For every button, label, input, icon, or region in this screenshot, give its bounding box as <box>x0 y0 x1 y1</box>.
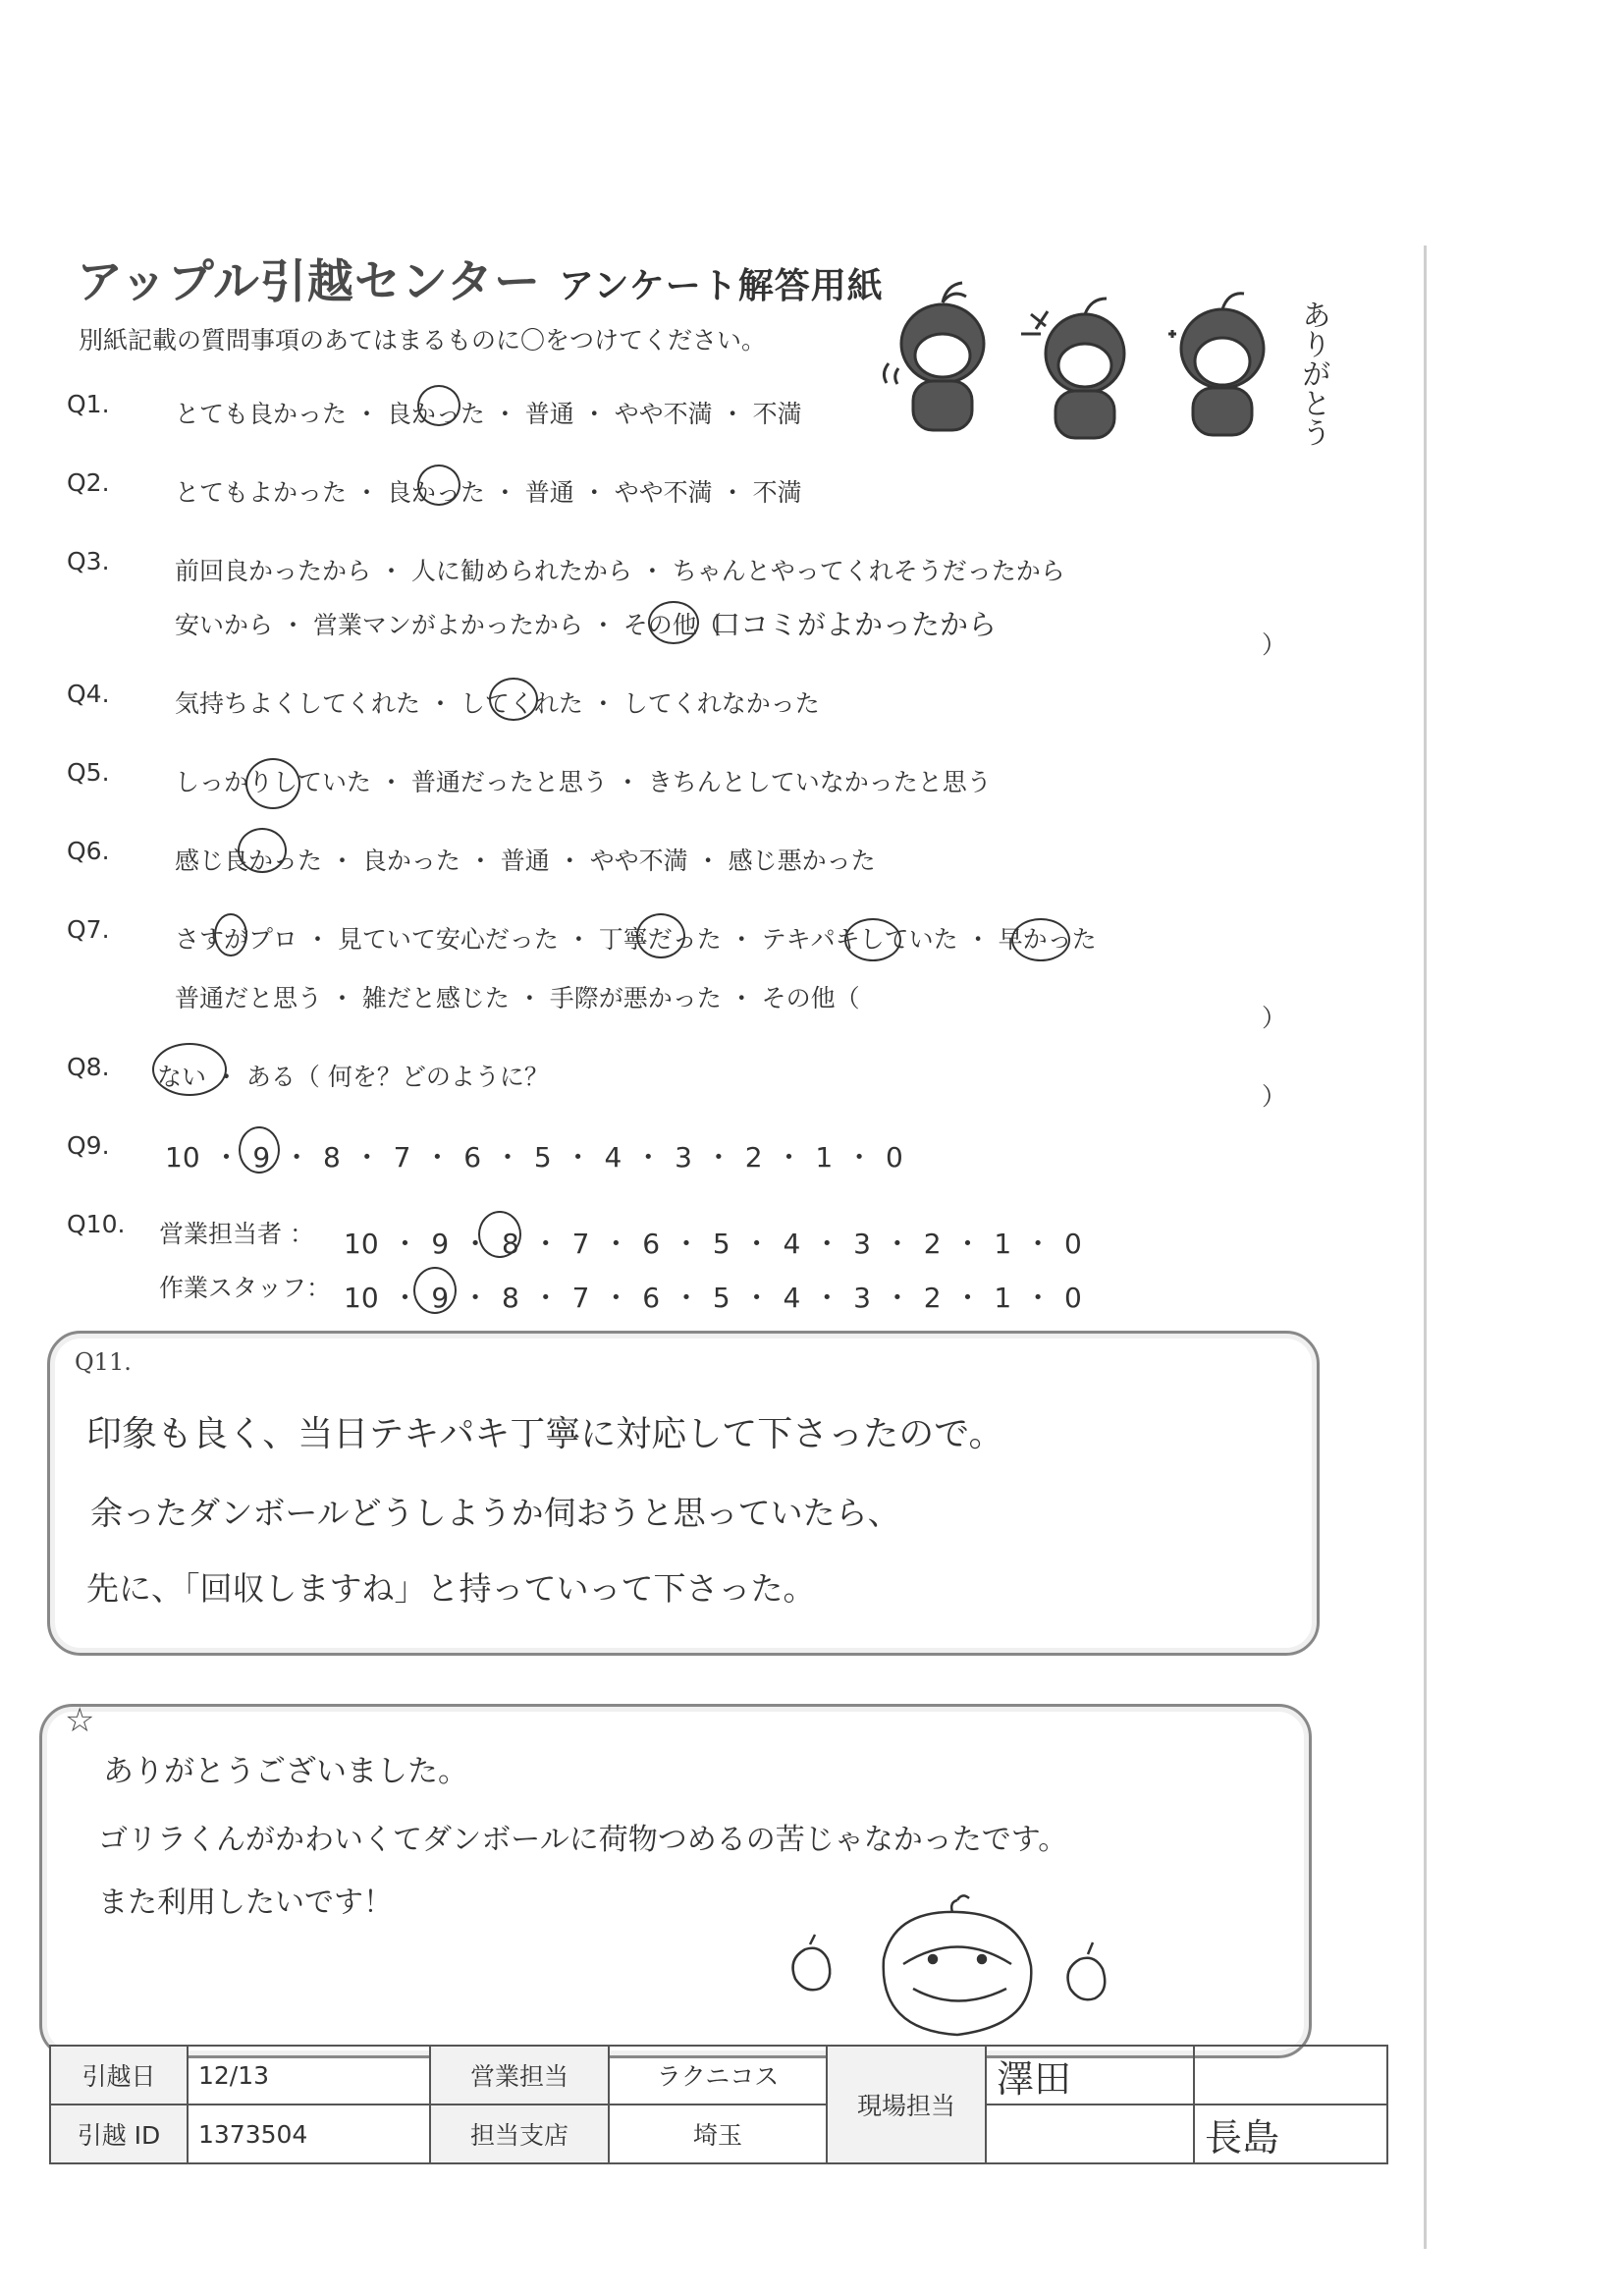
instruction-text: 別紙記載の質問事項のあてはまるものに〇をつけてください。 <box>79 326 767 355</box>
q10-staff-scale[interactable]: 10 ・ 9 ・ 8 ・ 7 ・ 6 ・ 5 ・ 4 ・ 3 ・ 2 ・ 1 ・ 0 <box>344 1282 1082 1314</box>
q6-label: Q6. <box>67 837 110 865</box>
q3-label: Q3. <box>67 547 110 575</box>
star-comment-line-1: ありがとうございました。 <box>103 1754 468 1789</box>
q3-answer-circle <box>648 601 699 644</box>
q8-label: Q8. <box>67 1053 110 1081</box>
q3-other-answer: 口コミがよかったから <box>712 608 998 641</box>
site-staff-blank-2 <box>986 2105 1194 2163</box>
move-id-label: 引越 ID <box>50 2105 188 2163</box>
q11-comment-line-2: 余ったダンボールどうしようか伺おうと思っていたら、 <box>90 1494 900 1532</box>
q3-options-line1[interactable]: 前回良かったから ・ 人に勧められたから ・ ちゃんとやってくれそうだったから <box>175 557 1065 585</box>
q10-sales-scale[interactable]: 10 ・ 9 ・ 8 ・ 7 ・ 6 ・ 5 ・ 4 ・ 3 ・ 2 ・ 1 ・ 0 <box>344 1228 1082 1260</box>
move-date-value: 12/13 <box>188 2046 430 2105</box>
q5-options[interactable]: しっかりしていた ・ 普通だったと思う ・ きちんとしていなかったと思う <box>175 768 992 796</box>
gorilla-doodle-drawing <box>766 1890 1139 2048</box>
q9-answer-circle <box>239 1126 280 1174</box>
q2-label: Q2. <box>67 468 110 497</box>
q10-staff-answer-circle <box>413 1267 457 1314</box>
move-info-table <box>49 2045 1388 2164</box>
q8-close-paren: ） <box>1262 1082 1287 1111</box>
q9-label: Q9. <box>67 1131 110 1160</box>
q11-label: Q11. <box>75 1348 132 1376</box>
company-name: アップル引越センター <box>77 255 541 309</box>
q2-options[interactable]: とてもよかった ・ 良かった ・ 普通 ・ やや不満 ・ 不満 <box>175 478 802 507</box>
q7-answer-circle-4 <box>1011 918 1070 961</box>
sales-rep-value: ラクニコス <box>609 2046 827 2105</box>
q4-options[interactable]: 気持ちよくしてくれた ・ してくれた ・ してくれなかった <box>175 689 820 718</box>
q3-options-line2[interactable]: 安いから ・ 営業マンがよかったから ・ その他（ <box>175 611 722 639</box>
site-staff-value-2: 長島 <box>1194 2105 1387 2163</box>
sales-rep-label: 営業担当 <box>430 2046 609 2105</box>
q8-answer-circle <box>152 1043 227 1096</box>
q6-answer-circle <box>238 828 287 873</box>
form-name: アンケート解答用紙 <box>558 266 884 306</box>
q7-answer-circle-2 <box>636 913 685 958</box>
q8-options[interactable]: ない ・ ある（ 何を？どのように？ <box>157 1063 549 1091</box>
site-staff-label: 現場担当 <box>827 2046 986 2163</box>
q6-options[interactable]: 感じ良かった ・ 良かった ・ 普通 ・ やや不満 ・ 感じ悪かった <box>175 847 876 875</box>
q1-answer-circle <box>417 385 460 426</box>
move-id-value: 1373504 <box>188 2105 430 2163</box>
star-comment-line-2: ゴリラくんがかわいくてダンボールに荷物つめるの苦じゃなかったです。 <box>98 1823 1068 1857</box>
star-label: ☆ <box>65 1701 95 1740</box>
gorilla-mascot-illustration <box>874 275 1335 452</box>
q3-close-paren: ） <box>1262 630 1287 659</box>
q1-options[interactable]: とても良かった ・ 良かった ・ 普通 ・ やや不満 ・ 不満 <box>175 400 802 428</box>
branch-value: 埼玉 <box>609 2105 827 2163</box>
page-edge <box>1424 246 1436 2249</box>
q1-label: Q1. <box>67 390 110 418</box>
q7-options-line1[interactable]: さすがプロ ・ 見ていて安心だった ・ 丁寧だった ・ テキパキしていた ・ 早かった <box>175 925 1097 954</box>
site-staff-value-1: 澤田 <box>986 2046 1194 2105</box>
branch-label: 担当支店 <box>430 2105 609 2163</box>
star-comment-line-3: また利用したいです！ <box>98 1886 393 1920</box>
q4-label: Q4. <box>67 680 110 708</box>
q5-answer-circle <box>245 758 300 809</box>
q10-label: Q10. <box>67 1210 126 1238</box>
q10-sales-answer-circle <box>478 1211 521 1258</box>
q10-sales-label: 営業担当者 ： <box>159 1220 314 1248</box>
q7-label: Q7. <box>67 915 110 944</box>
q7-answer-circle-3 <box>844 918 901 961</box>
q2-answer-circle <box>417 465 460 506</box>
q11-comment-line-3: 先に、「回収しますね」と持っていって下さった。 <box>86 1569 816 1608</box>
q4-answer-circle <box>489 678 538 721</box>
q7-close-paren: ） <box>1262 1004 1287 1032</box>
q11-comment-line-1: 印象も良く、当日テキパキ丁寧に対応して下さったので。 <box>86 1414 1004 1454</box>
q9-scale[interactable]: 10 ・ 9 ・ 8 ・ 7 ・ 6 ・ 5 ・ 4 ・ 3 ・ 2 ・ 1 ・ 0 <box>165 1141 903 1174</box>
q5-label: Q5. <box>67 758 110 787</box>
move-date-label: 引越日 <box>50 2046 188 2105</box>
site-staff-blank <box>1194 2046 1387 2105</box>
q7-options-line2[interactable]: 普通だと思う ・ 雑だと感じた ・ 手際が悪かった ・ その他（ <box>175 984 860 1012</box>
form-title <box>77 246 884 311</box>
q10-staff-label: 作業スタッフ： <box>159 1274 332 1302</box>
mascot-caption: ありがとう <box>1296 300 1330 447</box>
q7-answer-circle-1 <box>214 913 247 957</box>
